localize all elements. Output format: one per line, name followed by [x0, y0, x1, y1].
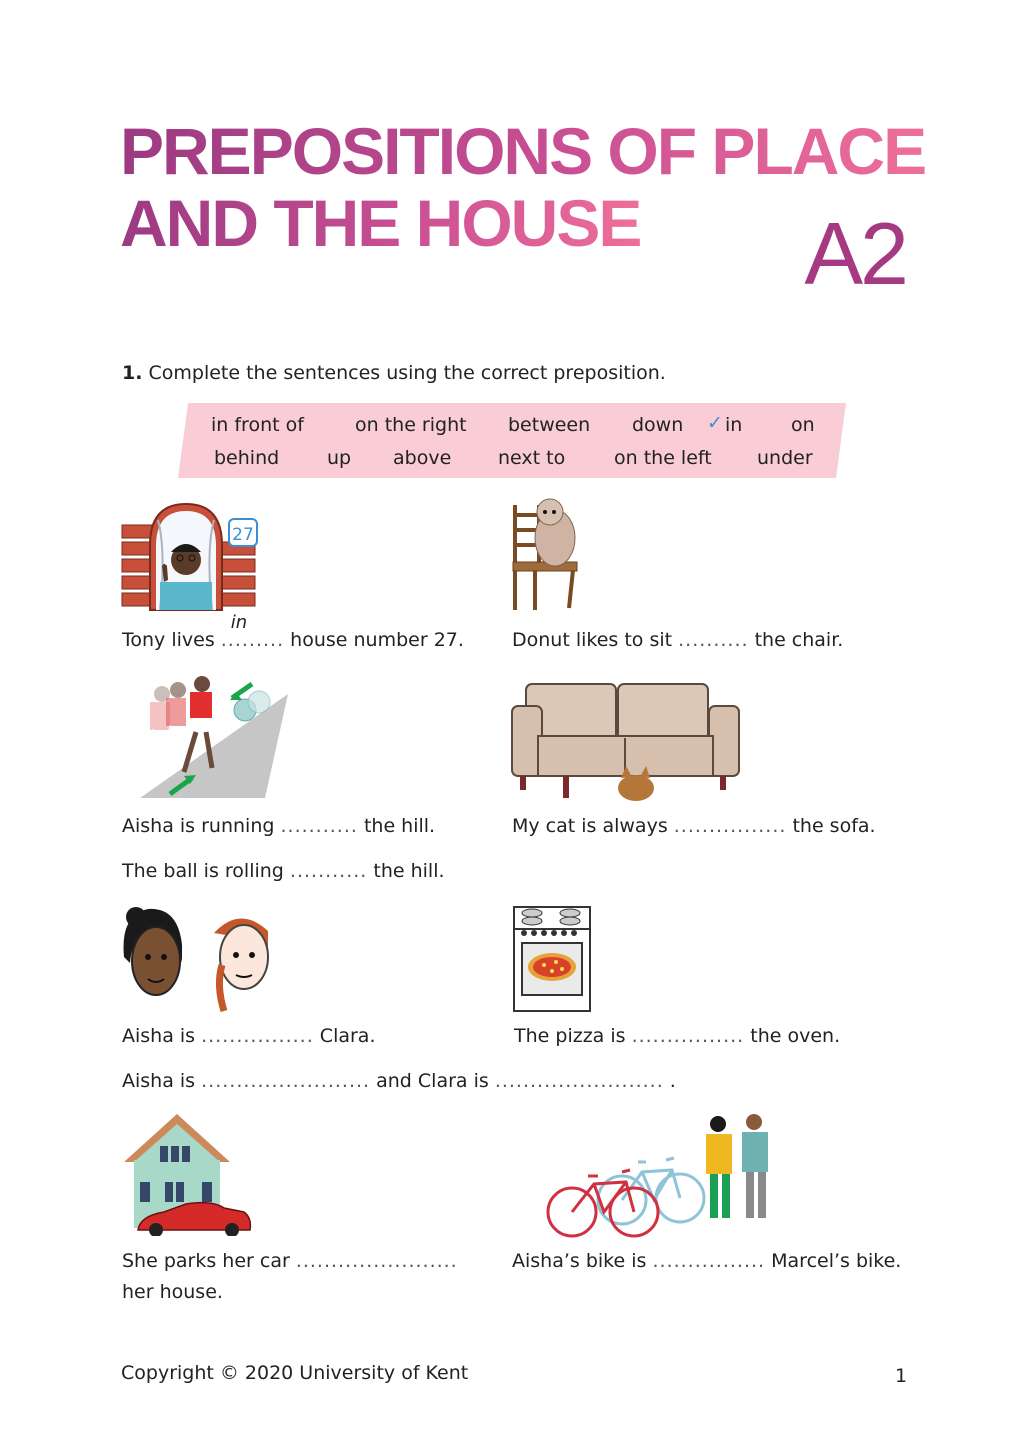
window-illustration: [120, 500, 260, 615]
instruction-text: Complete the sentences using the correct preposition.: [148, 362, 666, 384]
check-icon: ✓: [707, 412, 723, 434]
answer-blank[interactable]: .......................: [295, 1250, 458, 1272]
answer-blank-2[interactable]: ........................: [494, 1070, 664, 1092]
sentence-bikes: [512, 1250, 901, 1272]
exercise-number: 1.: [122, 362, 143, 384]
aisha-clara-illustration: [118, 905, 280, 1017]
sentence-text: and Clara is: [370, 1070, 495, 1092]
answer-blank[interactable]: [220, 612, 285, 651]
house-number-sign: 27: [232, 525, 254, 545]
sentence-text: the hill.: [367, 860, 445, 882]
answer-blank[interactable]: ................: [673, 815, 787, 837]
sentence-text: Tony lives: [122, 629, 221, 651]
sentence-text: house number 27.: [284, 629, 464, 651]
sentence-text: The ball is rolling: [122, 860, 290, 882]
sentence-aisha-and-clara: [122, 1070, 676, 1092]
answer-blank[interactable]: ................: [201, 1025, 314, 1047]
sentence-text: the hill.: [357, 815, 436, 837]
sentence-parks-car-line2: her house.: [122, 1281, 223, 1303]
sentence-aisha-clara: [122, 1025, 376, 1047]
word-up: up: [327, 447, 352, 469]
word-down: down: [632, 414, 684, 436]
copyright-footer: Copyright © 2020 University of Kent: [121, 1362, 469, 1384]
filled-answer: in: [230, 612, 248, 633]
word-between: between: [508, 414, 591, 436]
answer-blank[interactable]: ..........: [678, 629, 749, 651]
sentence-aisha-running: [122, 815, 435, 837]
sentence-text: the chair.: [748, 629, 844, 651]
sentence-text: Donut likes to sit: [512, 629, 679, 651]
word-under: under: [757, 447, 813, 469]
sentence-parks-car: [122, 1250, 458, 1272]
sentence-tony: [122, 612, 464, 651]
answer-blank[interactable]: ................: [631, 1025, 745, 1047]
level-badge: A2: [804, 204, 906, 303]
sentence-text: Marcel’s bike.: [765, 1250, 902, 1272]
word-above: above: [393, 447, 452, 469]
oven-pizza-illustration: [512, 905, 592, 1013]
sentence-text: Clara.: [313, 1025, 376, 1047]
sentence-text: Aisha is running: [122, 815, 281, 837]
answer-blank[interactable]: ................: [652, 1250, 766, 1272]
sentence-pizza-oven: [514, 1025, 840, 1047]
dog-on-chair-illustration: [505, 490, 585, 615]
sentence-text: The pizza is: [514, 1025, 632, 1047]
page-title: PREPOSITIONS OF PLACE: [120, 114, 926, 188]
sentence-text: .: [663, 1070, 676, 1092]
answer-blank[interactable]: ...........: [289, 860, 368, 882]
running-hill-illustration: [120, 672, 290, 800]
word-in: in: [725, 414, 743, 436]
word-in-front-of: in front of: [211, 414, 304, 436]
word-on-the-left: on the left: [614, 447, 712, 469]
answer-blank[interactable]: ...........: [280, 815, 358, 837]
word-on: on: [791, 414, 815, 436]
sentence-text: the oven.: [744, 1025, 841, 1047]
sentence-donut: [512, 629, 843, 651]
sofa-cat-illustration: [508, 680, 743, 802]
sentence-cat-sofa: [512, 815, 876, 837]
house-car-illustration: [120, 1112, 255, 1236]
blank-dots: .........: [220, 629, 285, 651]
sentence-ball-rolling: [122, 860, 445, 882]
answer-blank[interactable]: ........................: [201, 1070, 371, 1092]
sentence-text: the sofa.: [786, 815, 876, 837]
sentence-text: She parks her car: [122, 1250, 296, 1272]
bikes-illustration: [542, 1112, 782, 1240]
sentence-text: Aisha’s bike is: [512, 1250, 653, 1272]
exercise-instruction: [122, 362, 666, 384]
word-behind: behind: [214, 447, 280, 469]
word-on-the-right: on the right: [355, 414, 467, 436]
word-next-to: next to: [498, 447, 566, 469]
page-title-line2: AND THE HOUSE: [120, 186, 641, 260]
sentence-text: Aisha is: [122, 1070, 202, 1092]
sentence-text: My cat is always: [512, 815, 674, 837]
sentence-text: Aisha is: [122, 1025, 202, 1047]
page-number: 1: [895, 1365, 908, 1387]
